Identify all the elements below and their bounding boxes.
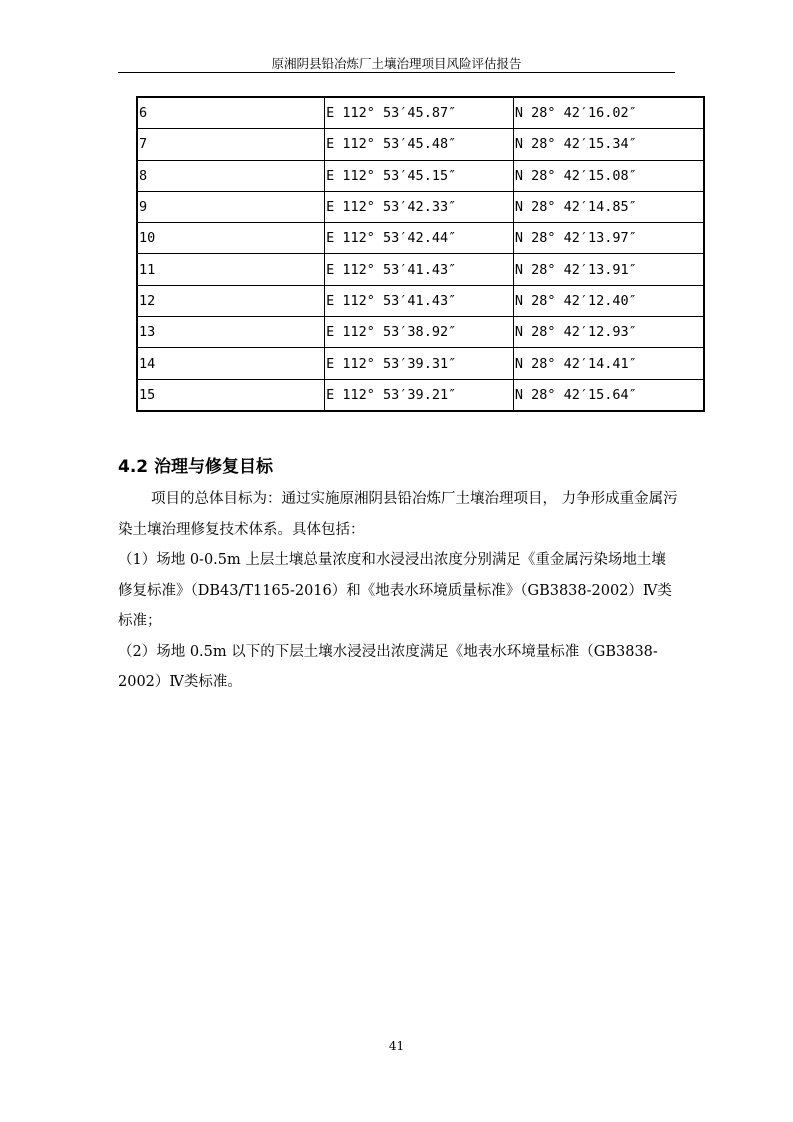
longitude-cell: E 112° 53′42.44″ [325,223,514,254]
point-number-cell: 15 [137,379,325,411]
latitude-cell: N 28° 42′15.08″ [513,160,704,191]
table-row [137,223,704,254]
table-row [137,129,704,160]
section-body [118,484,678,698]
point-number-cell: 6 [137,97,325,129]
table-row [137,254,704,285]
paragraph-overall-goal: 项目的总体目标为：通过实施原湘阴县铅冶炼厂土壤治理项目， 力争形成重金属污染土壤治理修复技术体系。具体包括： [118,491,678,538]
table-row [137,379,704,411]
point-number-cell: 12 [137,285,325,316]
table-row [137,97,704,129]
longitude-cell: E 112° 53′38.92″ [325,317,514,348]
longitude-cell: E 112° 53′45.15″ [325,160,514,191]
latitude-cell: N 28° 42′14.41″ [513,348,704,379]
latitude-cell: N 28° 42′12.93″ [513,317,704,348]
point-number-cell: 7 [137,129,325,160]
latitude-cell: N 28° 42′16.02″ [513,97,704,129]
header-rule [118,72,675,73]
point-number-cell: 14 [137,348,325,379]
table-row [137,285,704,316]
point-number-cell: 9 [137,191,325,222]
longitude-cell: E 112° 53′42.33″ [325,191,514,222]
longitude-cell: E 112° 53′45.48″ [325,129,514,160]
page-number: 41 [388,1039,405,1053]
latitude-cell: N 28° 42′13.97″ [513,223,704,254]
point-number-cell: 11 [137,254,325,285]
latitude-cell: N 28° 42′12.40″ [513,285,704,316]
point-number-cell: 13 [137,317,325,348]
table-row [137,317,704,348]
latitude-cell: N 28° 42′13.91″ [513,254,704,285]
longitude-cell: E 112° 53′45.87″ [325,97,514,129]
paragraph-item-1: （1）场地 0-0.5m 上层土壤总量浓度和水浸浸出浓度分别满足《重金属污染场地土壤修复标准》（DB43/T1165-2016）和《地表水环境质量标准》（GB3838-2002）Ⅳ类标准； [118,552,672,629]
point-number-cell: 8 [137,160,325,191]
running-header: 原湘阴县铅冶炼厂土壤治理项目风险评估报告 [271,56,522,71]
latitude-cell: N 28° 42′15.64″ [513,379,704,411]
longitude-cell: E 112° 53′39.21″ [325,379,514,411]
longitude-cell: E 112° 53′41.43″ [325,285,514,316]
table-row [137,160,704,191]
latitude-cell: N 28° 42′14.85″ [513,191,704,222]
section-title: 4.2 治理与修复目标 [118,457,274,477]
table-row [137,191,704,222]
longitude-cell: E 112° 53′39.31″ [325,348,514,379]
table-row [137,348,704,379]
point-number-cell: 10 [137,223,325,254]
paragraph-item-2: （2）场地 0.5m 以下的下层土壤水浸浸出浓度满足《地表水环境量标准（GB3838-2002）Ⅳ类标准。 [118,643,658,690]
longitude-cell: E 112° 53′41.43″ [325,254,514,285]
coordinates-table [136,96,705,412]
latitude-cell: N 28° 42′15.34″ [513,129,704,160]
